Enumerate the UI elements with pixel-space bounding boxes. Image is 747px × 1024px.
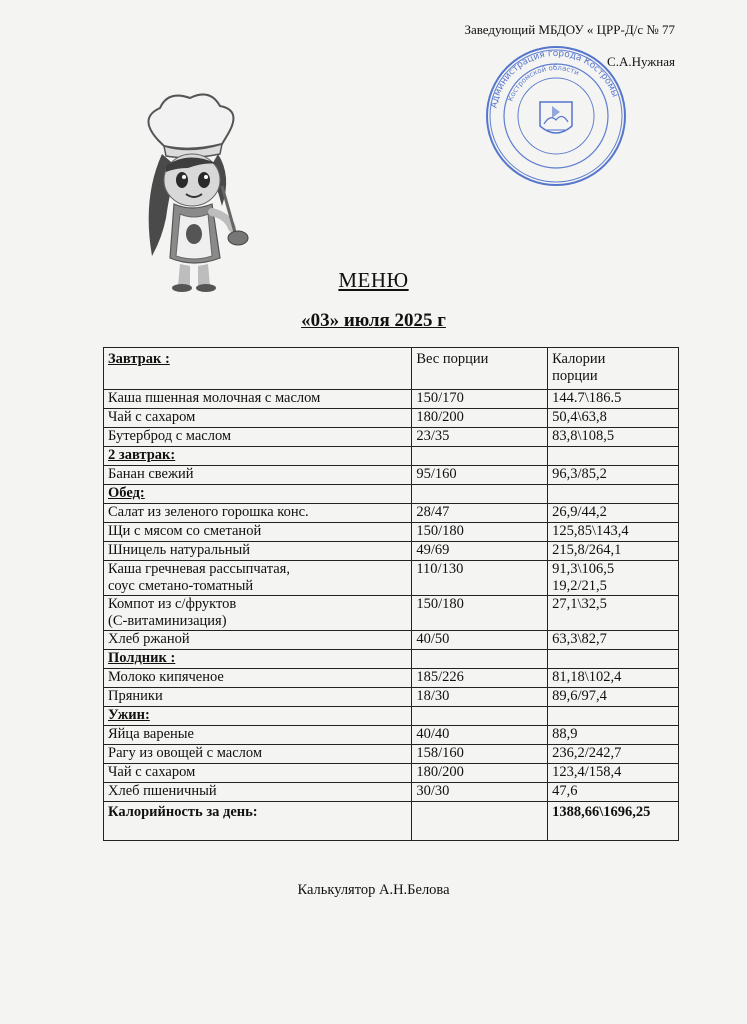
portion-weight — [412, 447, 548, 466]
official-stamp — [484, 44, 628, 188]
portion-weight: 49/69 — [412, 542, 548, 561]
portion-calories: 50,4\63,8 — [548, 409, 679, 428]
total-weight — [412, 802, 548, 841]
portion-weight: 150/170 — [412, 390, 548, 409]
dish-name: Щи с мясом со сметаной — [104, 523, 412, 542]
table-row — [104, 504, 679, 523]
table-row — [104, 523, 679, 542]
table-row — [104, 688, 679, 707]
dish-name: Хлеб пшеничный — [104, 783, 412, 802]
calories-column-header: Калории порции — [548, 348, 679, 390]
dish-name: Чай с сахаром — [104, 409, 412, 428]
cook-girl-illustration — [118, 88, 268, 293]
portion-calories: 88,9 — [548, 726, 679, 745]
portion-calories — [548, 447, 679, 466]
total-label: Калорийность за день: — [104, 802, 412, 841]
weight-column-header: Вес порции — [412, 348, 548, 390]
portion-calories — [548, 707, 679, 726]
section-title: 2 завтрак: — [104, 447, 412, 466]
portion-calories: 236,2/242,7 — [548, 745, 679, 764]
portion-weight: 23/35 — [412, 428, 548, 447]
section-breakfast-header: Завтрак : — [104, 348, 412, 390]
portion-calories: 91,3\106,5 19,2/21,5 — [548, 561, 679, 596]
menu-table — [103, 347, 679, 841]
table-row — [104, 596, 679, 631]
section-title: Ужин: — [104, 707, 412, 726]
total-calories: 1388,66\1696,25 — [548, 802, 679, 841]
table-header-row — [104, 348, 679, 390]
portion-weight — [412, 707, 548, 726]
dish-name: Компот из с/фруктов (С-витаминизация) — [104, 596, 412, 631]
portion-calories: 26,9/44,2 — [548, 504, 679, 523]
table-row — [104, 669, 679, 688]
menu-date: «03» июля 2025 г — [301, 310, 446, 331]
section-title: Обед: — [104, 485, 412, 504]
portion-weight: 150/180 — [412, 596, 548, 631]
table-row — [104, 390, 679, 409]
table-row — [104, 542, 679, 561]
section-row — [104, 447, 679, 466]
portion-calories: 47,6 — [548, 783, 679, 802]
portion-calories: 215,8/264,1 — [548, 542, 679, 561]
section-row — [104, 485, 679, 504]
dish-name: Бутерброд с маслом — [104, 428, 412, 447]
portion-calories — [548, 650, 679, 669]
dish-name: Яйца вареные — [104, 726, 412, 745]
portion-calories: 96,3/85,2 — [548, 466, 679, 485]
dish-name: Каша пшенная молочная с маслом — [104, 390, 412, 409]
portion-weight: 95/160 — [412, 466, 548, 485]
portion-weight: 40/40 — [412, 726, 548, 745]
section-row — [104, 650, 679, 669]
approval-title: Заведующий МБДОУ « ЦРР-Д/с № 77 — [464, 22, 675, 37]
portion-calories: 125,85\143,4 — [548, 523, 679, 542]
portion-calories: 63,3\82,7 — [548, 631, 679, 650]
page-title: МЕНЮ — [338, 268, 409, 292]
table-row — [104, 764, 679, 783]
portion-calories: 123,4/158,4 — [548, 764, 679, 783]
calculator-signature: Калькулятор А.Н.Белова — [297, 882, 450, 898]
stamp-emblem-icon — [540, 102, 572, 133]
portion-weight: 30/30 — [412, 783, 548, 802]
stamp-inner-text: Костромской области — [506, 63, 581, 103]
portion-weight — [412, 485, 548, 504]
table-row — [104, 726, 679, 745]
table-row — [104, 428, 679, 447]
portion-weight: 110/130 — [412, 561, 548, 596]
dish-name: Пряники — [104, 688, 412, 707]
dish-name: Салат из зеленого горошка конс. — [104, 504, 412, 523]
approval-signer: С.А.Нужная — [607, 54, 675, 69]
section-row — [104, 707, 679, 726]
dish-name: Каша гречневая рассыпчатая, соус сметано-томатный — [104, 561, 412, 596]
portion-calories: 83,8\108,5 — [548, 428, 679, 447]
portion-weight: 28/47 — [412, 504, 548, 523]
portion-calories: 144.7\186.5 — [548, 390, 679, 409]
portion-weight: 158/160 — [412, 745, 548, 764]
section-title: Полдник : — [104, 650, 412, 669]
portion-weight: 180/200 — [412, 764, 548, 783]
portion-calories: 27,1\32,5 — [548, 596, 679, 631]
portion-weight — [412, 650, 548, 669]
table-row — [104, 561, 679, 596]
stamp-outer-text: Администрация города Костромы — [489, 48, 620, 110]
dish-name: Хлеб ржаной — [104, 631, 412, 650]
portion-calories: 81,18\102,4 — [548, 669, 679, 688]
portion-weight: 185/226 — [412, 669, 548, 688]
table-row — [104, 631, 679, 650]
portion-calories — [548, 485, 679, 504]
table-row — [104, 409, 679, 428]
total-row — [104, 802, 679, 841]
dish-name: Банан свежий — [104, 466, 412, 485]
portion-weight: 18/30 — [412, 688, 548, 707]
dish-name: Молоко кипяченое — [104, 669, 412, 688]
dish-name: Рагу из овощей с маслом — [104, 745, 412, 764]
table-row — [104, 466, 679, 485]
portion-weight: 150/180 — [412, 523, 548, 542]
dish-name: Чай с сахаром — [104, 764, 412, 783]
portion-calories: 89,6/97,4 — [548, 688, 679, 707]
portion-weight: 40/50 — [412, 631, 548, 650]
dish-name: Шницель натуральный — [104, 542, 412, 561]
portion-weight: 180/200 — [412, 409, 548, 428]
table-row — [104, 745, 679, 764]
table-row — [104, 783, 679, 802]
